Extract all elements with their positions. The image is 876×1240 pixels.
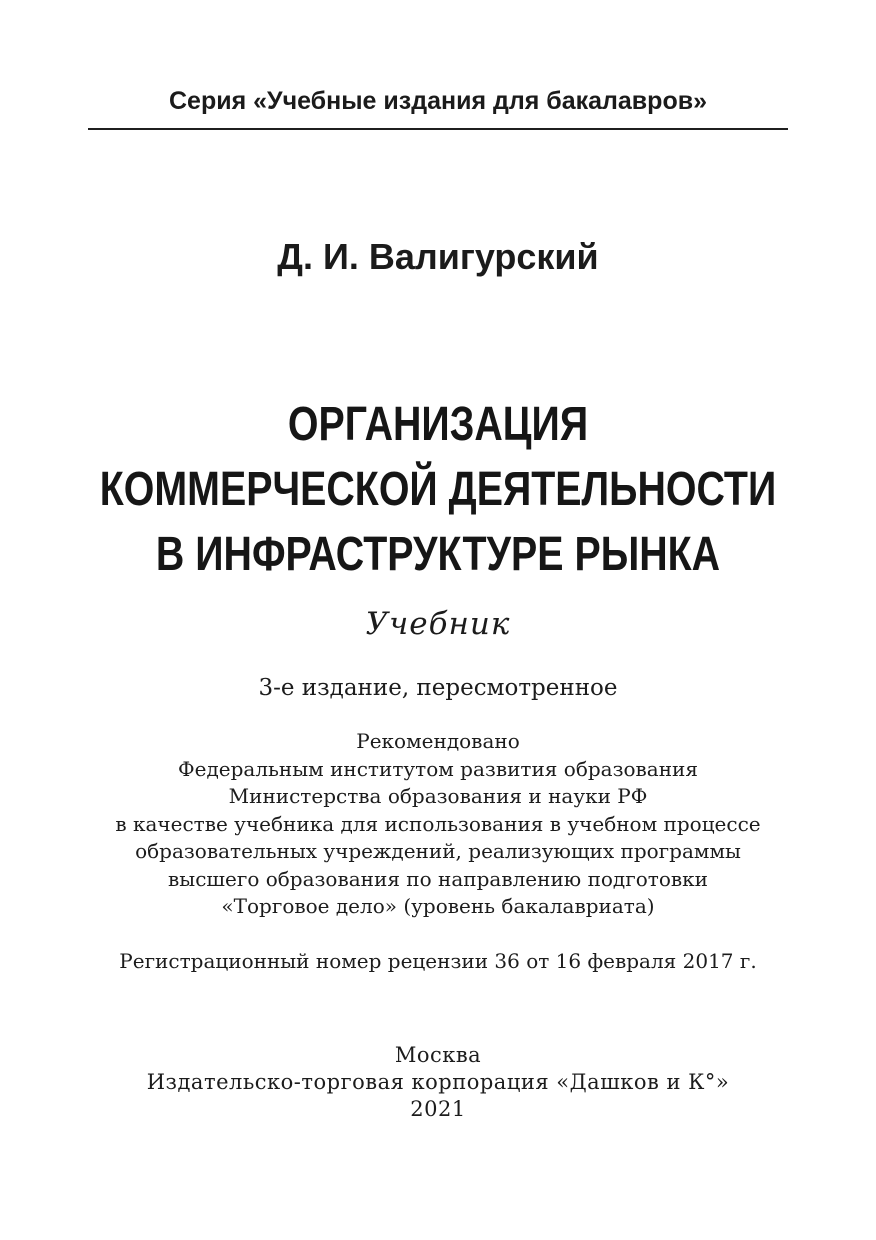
imprint-publisher: Издательско-торговая корпорация «Дашков и К°» [146, 1070, 730, 1094]
approval-line-4: в качестве учебника для использования в учебном процессе [115, 811, 761, 836]
approval-line-2: Федеральным институтом развития образования [178, 756, 698, 781]
imprint-block [0, 1042, 876, 1123]
author-name: Д. И. Валигурский [277, 236, 599, 277]
series-label: Серия «Учебные издания для бакалавров» [168, 87, 707, 115]
title-line-3: В ИНФРАСТРУКТУРЕ РЫНКА [155, 528, 721, 581]
approval-line-6: высшего образования по направлению подготовки [168, 866, 708, 891]
approval-line-7: «Торговое дело» (уровень бакалавриата) [221, 894, 655, 918]
edition-note: 3-е издание, пересмотренное [258, 675, 618, 701]
subtitle-uchebnik: Учебник [365, 606, 511, 642]
approval-line-3: Министерства образования и науки РФ [228, 784, 648, 808]
imprint-city: Москва [394, 1043, 482, 1067]
series-divider-rule [88, 128, 788, 130]
approval-line-1: Рекомендовано [356, 729, 520, 753]
approval-line-5: образовательных учреждений, реализующих программы [135, 839, 741, 863]
title-line-1: ОРГАНИЗАЦИЯ [287, 398, 589, 451]
imprint-year: 2021 [410, 1097, 466, 1121]
registration-note: Регистрационный номер рецензии 36 от 16 февраля 2017 г. [119, 949, 757, 973]
book-title [79, 392, 797, 587]
title-line-2: КОММЕРЧЕСКОЙ ДЕЯТЕЛЬНОСТИ [99, 463, 777, 516]
approval-block [0, 728, 876, 921]
